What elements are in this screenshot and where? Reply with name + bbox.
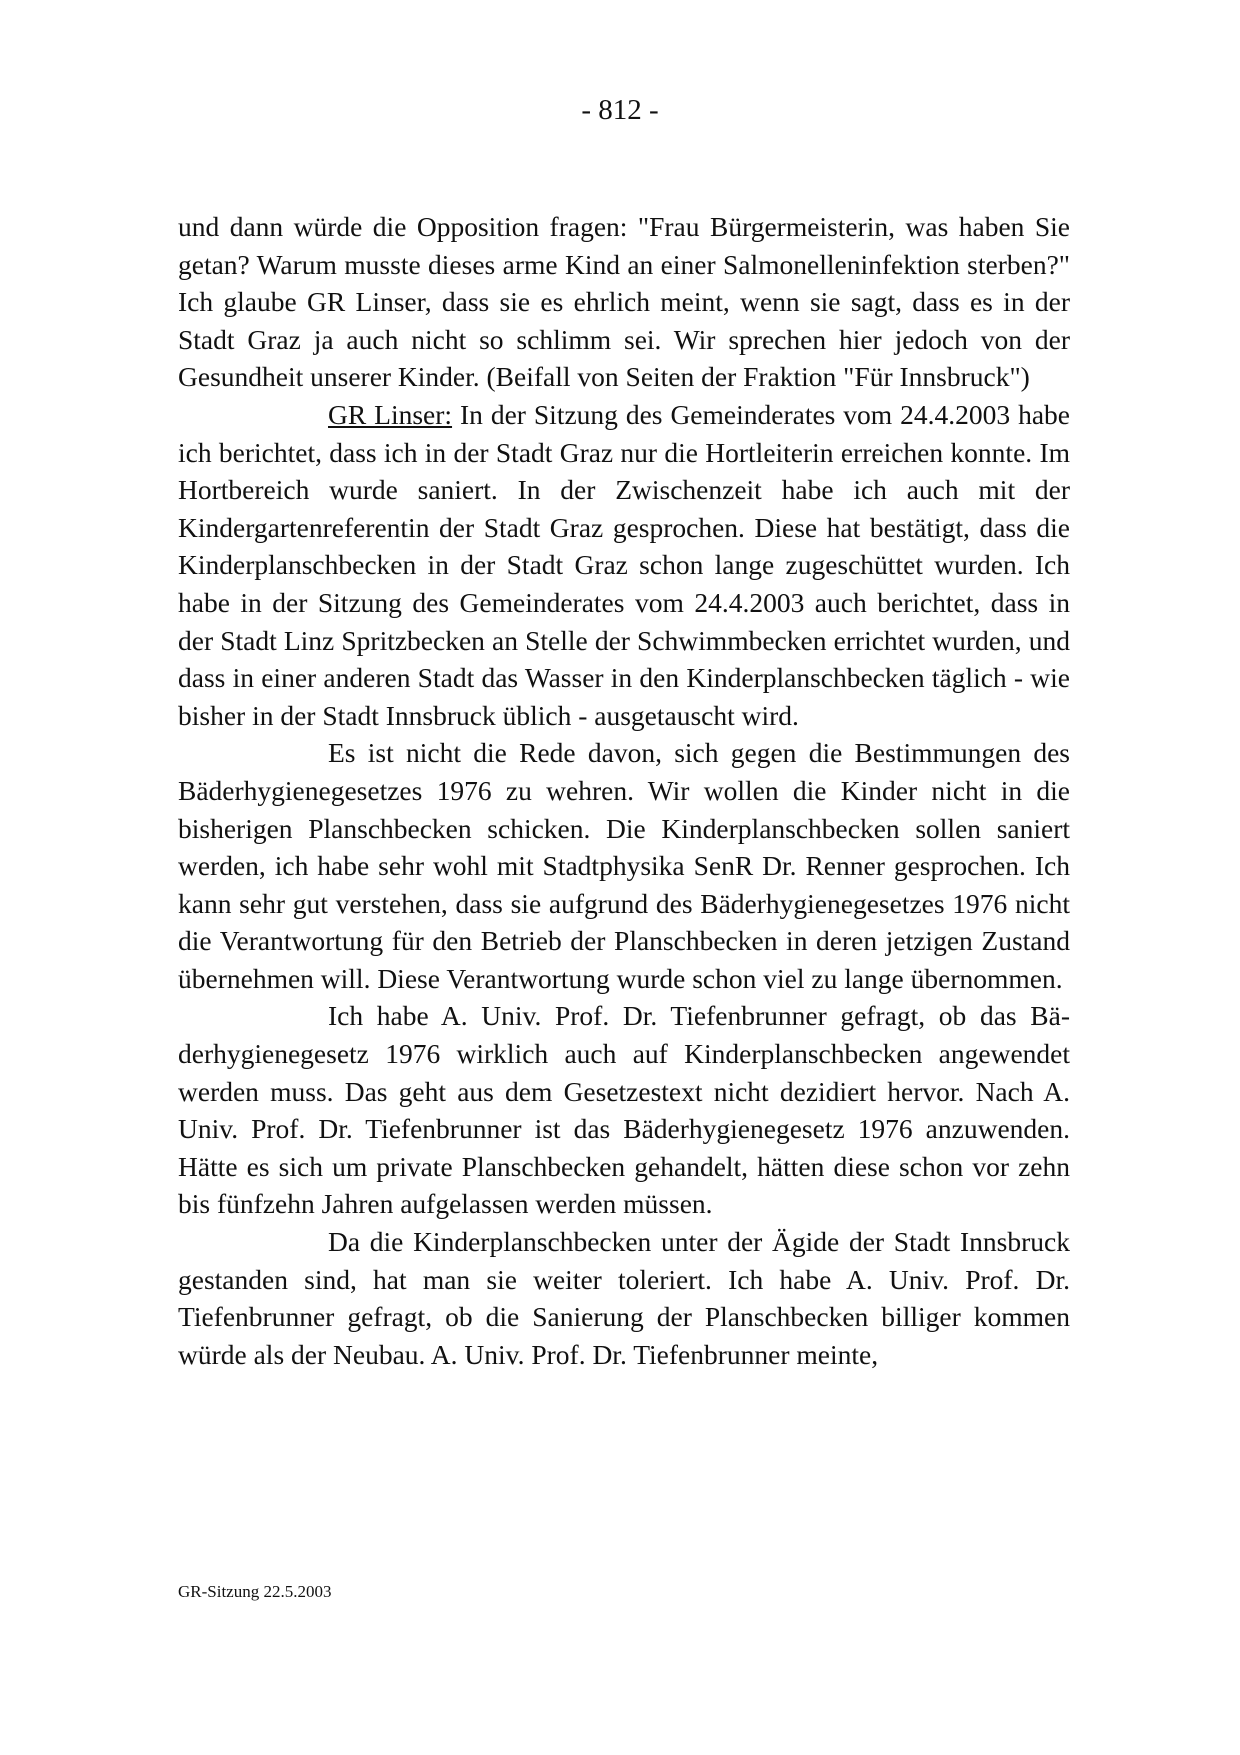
paragraph-3 <box>178 734 1070 997</box>
paragraph-3-text: Es ist nicht die Rede davon, sich gegen die Bestimmungen des Bäderhygienegesetzes 1976 zu wehren. Wir wollen die Kinder nicht in die bisherigen Planschbecken schicken. Die Kinderplanschbecken sollen saniert werden, ich habe sehr wohl mit Stadtphysika SenR Dr. Renner gesprochen. Ich kann sehr gut verstehen, dass sie aufgrund des Bäderhygienegesetzes 1976 nicht die Verantwortung für den Betrieb der Planschbecken in deren jetzigen Zustand übernehmen will. Diese Verantwortung wurde schon viel zu lange übernommen. <box>178 737 1070 994</box>
paragraph-2 <box>178 396 1070 734</box>
paragraph-1-text: und dann würde die Opposition fragen: "Frau Bürgermeisterin, was haben Sie getan? Warum musste dieses arme Kind an einer Salmonelleninfektion sterben?" Ich glaube GR Linser, dass sie es ehrlich meint, wenn sie sagt, dass es in der Stadt Graz ja auch nicht so schlimm sei. Wir sprechen hier jedoch von der Gesundheit unserer Kinder. (Beifall von Seiten der Fraktion "Für Innsbruck") <box>178 211 1070 393</box>
footer: GR-Sitzung 22.5.2003 <box>178 1582 332 1601</box>
paragraph-4 <box>178 997 1070 1223</box>
body-text <box>178 208 1070 1373</box>
paragraph-5 <box>178 1223 1070 1373</box>
paragraph-4-text: Ich habe A. Univ. Prof. Dr. Tiefenbrunner gefragt, ob das Bäderhygienegesetz 1976 wirklich auch auf Kinderplanschbecken angewendet werden muss. Das geht aus dem Gesetzestext nicht dezidiert hervor. Nach A. Univ. Prof. Dr. Tiefenbrunner ist das Bäderhygienegesetz 1976 anzuwenden. Hätte es sich um private Planschbecken gehandelt, hätten diese schon vor zehn bis fünfzehn Jahren aufgelassen werden müssen. <box>178 1000 1070 1220</box>
speaker-label: GR Linser: <box>328 398 453 430</box>
paragraph-5-text: Da die Kinderplanschbecken unter der Ägide der Stadt Innsbruck gestanden sind, hat man sie weiter toleriert. Ich habe A. Univ. Prof. Dr. Tiefenbrunner gefragt, ob die Sanierung der Planschbecken billiger kommen würde als der Neubau. A. Univ. Prof. Dr. Tiefenbrunner meinte, <box>178 1226 1070 1370</box>
paragraph-2-text: In der Sitzung des Gemeinderates vom 24.4.2003 habe ich berichtet, dass ich in der Stadt Graz nur die Hortleiterin erreichen konnte. Im Hortbereich wurde saniert. In der Zwischenzeit habe ich auch mit der Kindergartenreferentin der Stadt Graz gesprochen. Diese hat bestätigt, dass die Kinderplanschbecken in der Stadt Graz schon lange zugeschüttet wurden. Ich habe in der Sitzung des Gemeinderates vom 24.4.2003 auch berichtet, dass in der Stadt Linz Spritzbecken an Stelle der Schwimmbecken errichtet wurden, und dass in einer anderen Stadt das Wasser in den Kinderplanschbecken täglich - wie bisher in der Stadt Innsbruck üblich - ausgetauscht wird. <box>178 398 1070 731</box>
paragraph-1 <box>178 208 1070 396</box>
page-number: - 812 - <box>581 94 659 126</box>
